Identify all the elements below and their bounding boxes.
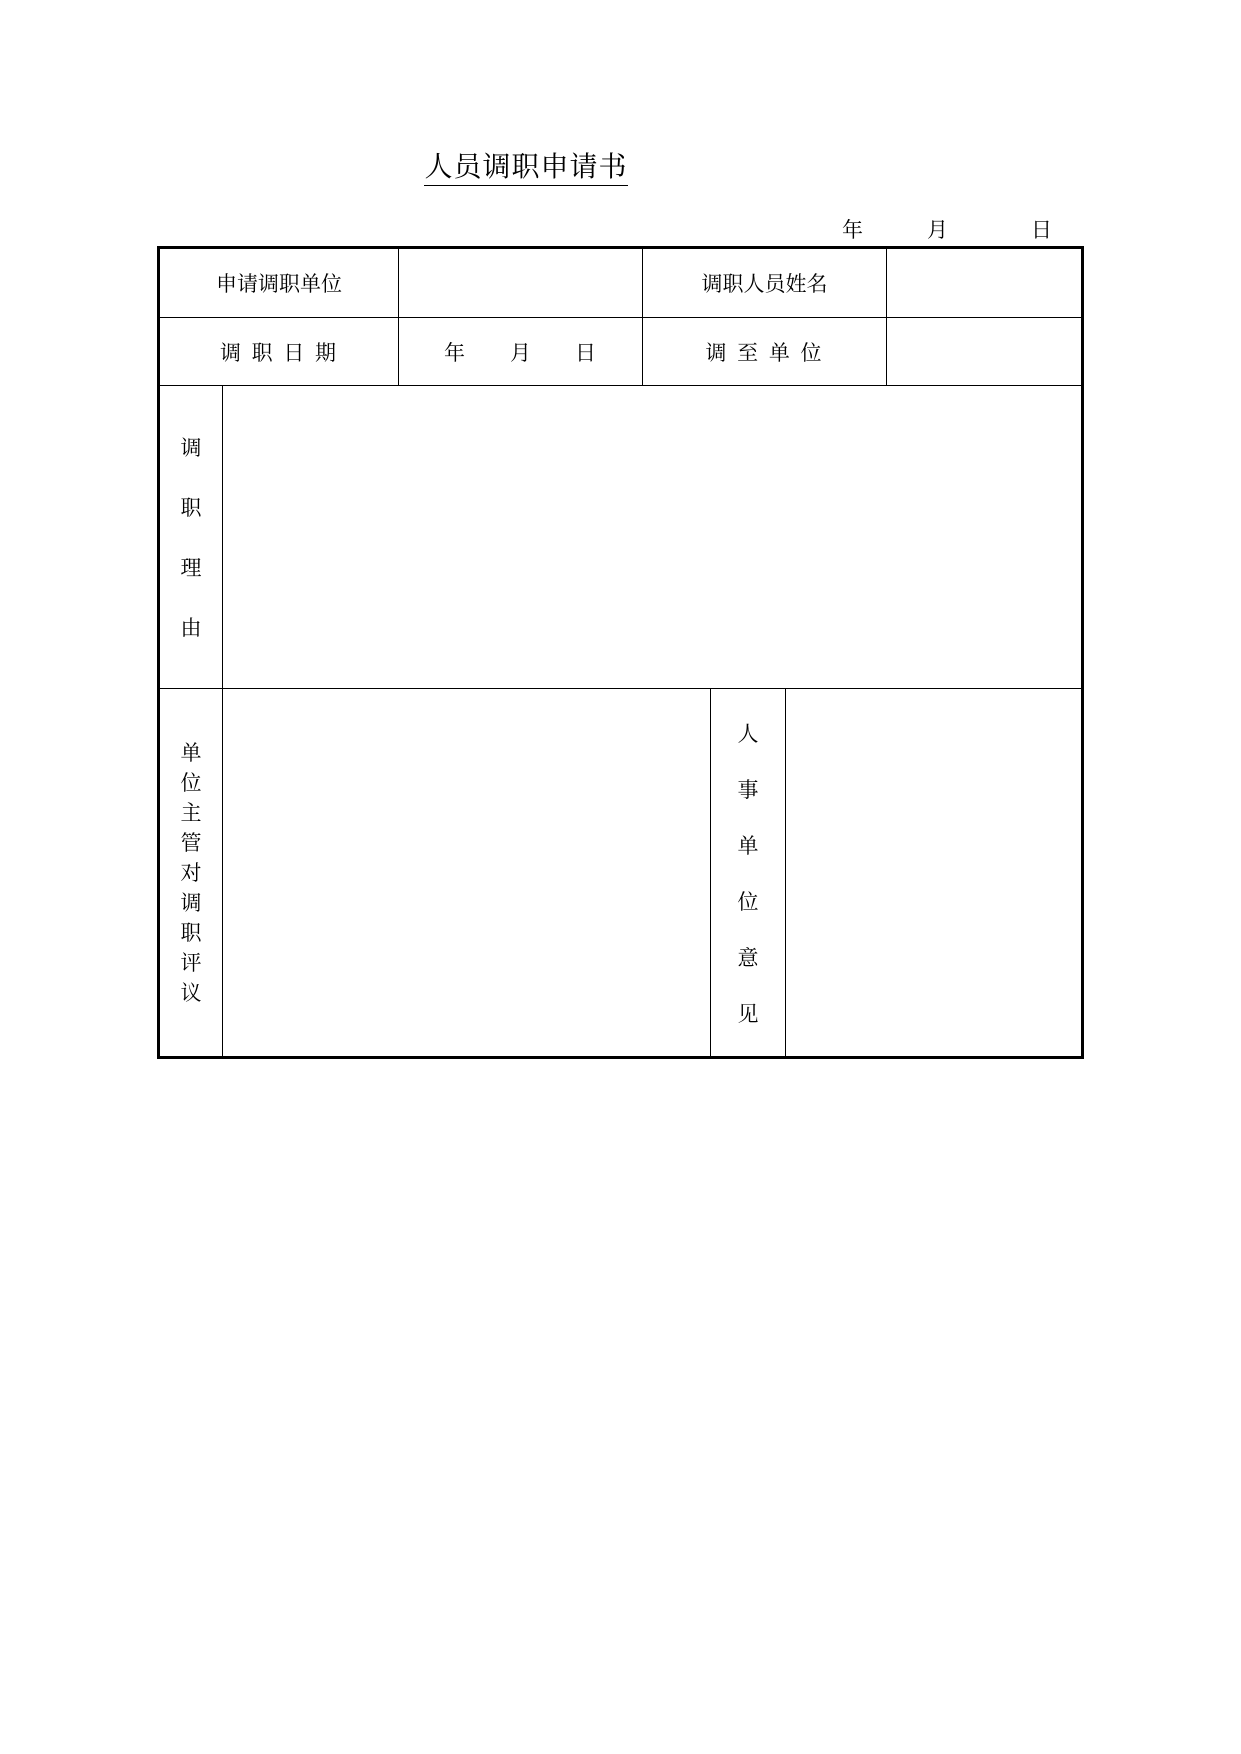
reason-label: 调 职 理 由	[180, 436, 202, 640]
transfer-date-year: 年	[444, 340, 465, 365]
form-table	[157, 246, 1084, 1059]
supervisor-comment-field[interactable]	[223, 689, 710, 1056]
apply-unit-field[interactable]	[399, 249, 642, 317]
apply-unit-label: 申请调职单位	[216, 272, 342, 296]
destination-unit-label: 调 至 单 位	[705, 340, 824, 365]
transfer-date-day: 日	[575, 340, 596, 365]
employee-name-field[interactable]	[887, 249, 1081, 317]
supervisor-comment-label: 单 位 主 管 对 调 职 评 议	[180, 740, 202, 1005]
form-title: 人员调职申请书	[424, 150, 628, 186]
header-day-label: 日	[1031, 218, 1052, 242]
hr-opinion-label: 人 事 单 位 意 见	[737, 721, 759, 1026]
header-year-label: 年	[842, 218, 863, 242]
transfer-date-month: 月	[510, 340, 531, 365]
transfer-date-label: 调 职 日 期	[219, 340, 339, 365]
transfer-date-field[interactable]	[399, 318, 642, 385]
reason-field[interactable]	[223, 386, 1081, 688]
hr-opinion-field[interactable]	[786, 689, 1081, 1056]
destination-unit-field[interactable]	[887, 318, 1081, 385]
employee-name-label: 调职人员姓名	[701, 272, 828, 296]
header-month-label: 月	[927, 218, 948, 242]
